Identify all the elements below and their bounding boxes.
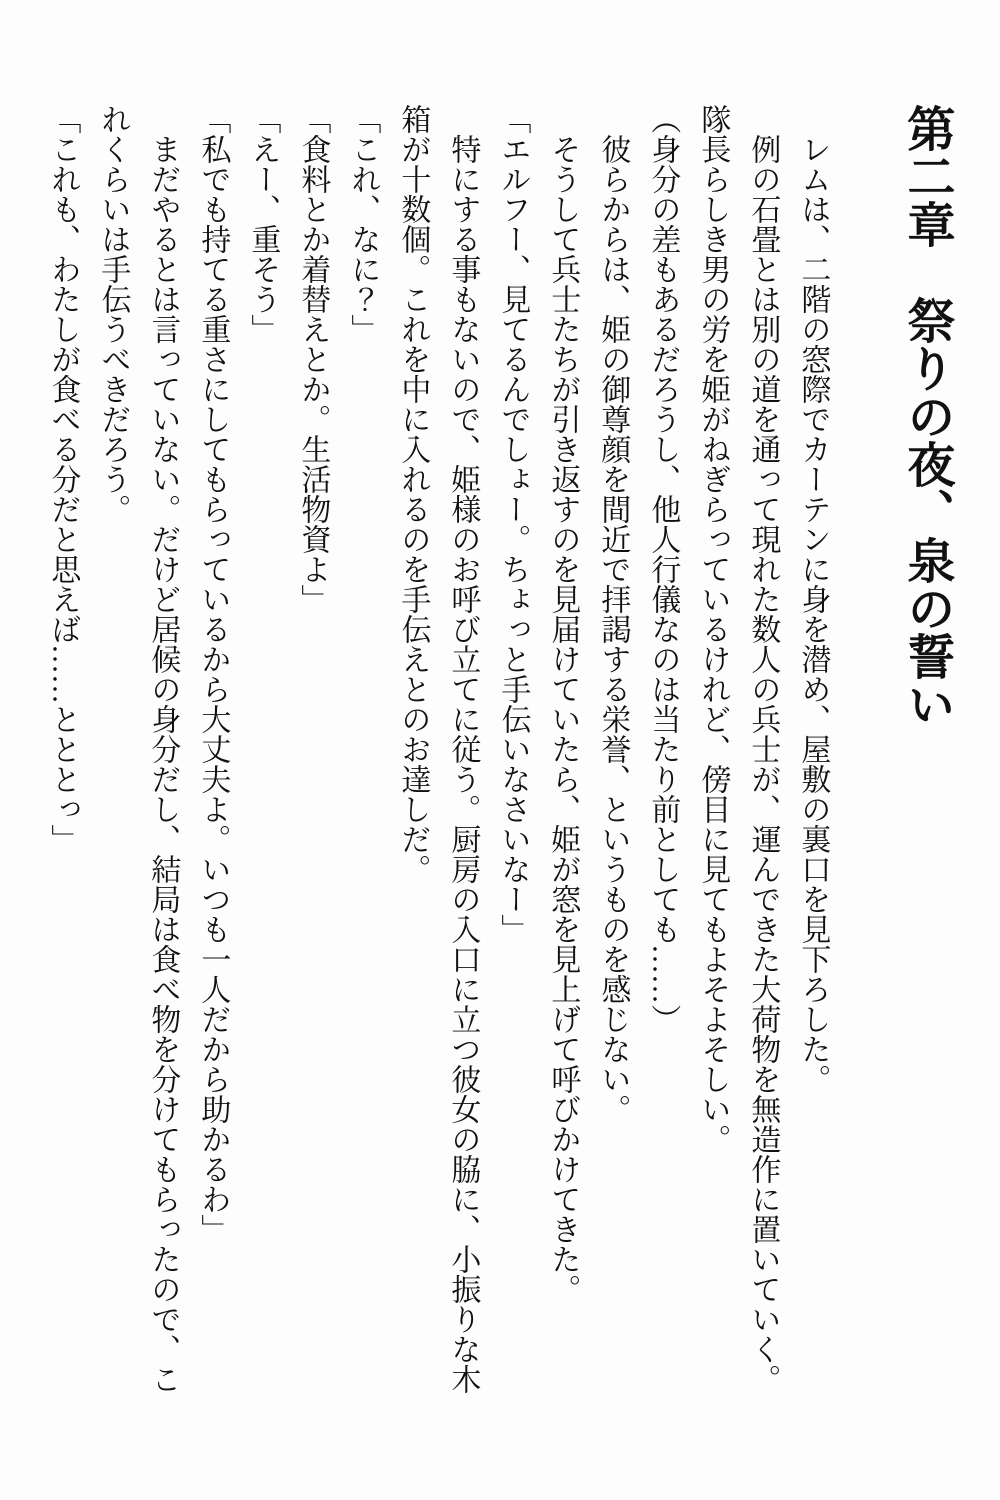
body-text: [37, 104, 837, 1400]
paragraph-dialogue: 「私でも持てる重さにしてもらっているから大丈夫よ。いつも一人だから助かるわ」: [196, 104, 230, 1244]
paragraph: まだやるとは言っていない。だけど居候の身分だし、結局は食べ物を分けてもらったので、これくらいは手伝うべきだろう。: [96, 104, 180, 1394]
paragraph: レムは、二階の窓際でカーテンに身を潜め、屋敷の裏口を見下ろした。: [796, 134, 830, 1094]
paragraph-dialogue: 「えー、重そう」: [246, 104, 280, 344]
paragraph: （身分の差もあるだろうし、他人行儀なのは当たり前としても……）: [646, 104, 680, 1034]
paragraph-dialogue: 「エルフー、見てるんでしょー。ちょっと手伝いなさいなー」: [496, 104, 530, 944]
paragraph-dialogue: 「食料とか着替えとか。生活物資よ」: [296, 104, 330, 614]
paragraph: 特にする事もないので、姫様のお呼び立てに従う。厨房の入口に立つ彼女の脇に、小振りな木箱が十数個。これを中に入れるのを手伝えとのお達しだ。: [396, 104, 480, 1394]
paragraph-dialogue: 「これ、なに？」: [346, 104, 380, 344]
chapter-title: 第二章 祭りの夜、泉の誓い: [900, 104, 953, 728]
paragraph: そうして兵士たちが引き返すのを見届けていたら、姫が窓を見上げて呼びかけてきた。: [546, 134, 580, 1304]
paragraph-dialogue: 「これも、わたしが食べる分だと思えば……とととっ」: [46, 104, 80, 854]
paragraph: 彼らからは、姫の御尊顔を間近で拝謁する栄誉、というものを感じない。: [596, 134, 630, 1124]
paragraph: 例の石畳とは別の道を通って現れた数人の兵士が、運んできた大荷物を無造作に置いていく。隊長らしき男の労を姫がねぎらっているけれど、傍目に見てもよそよそしい。: [696, 104, 780, 1394]
